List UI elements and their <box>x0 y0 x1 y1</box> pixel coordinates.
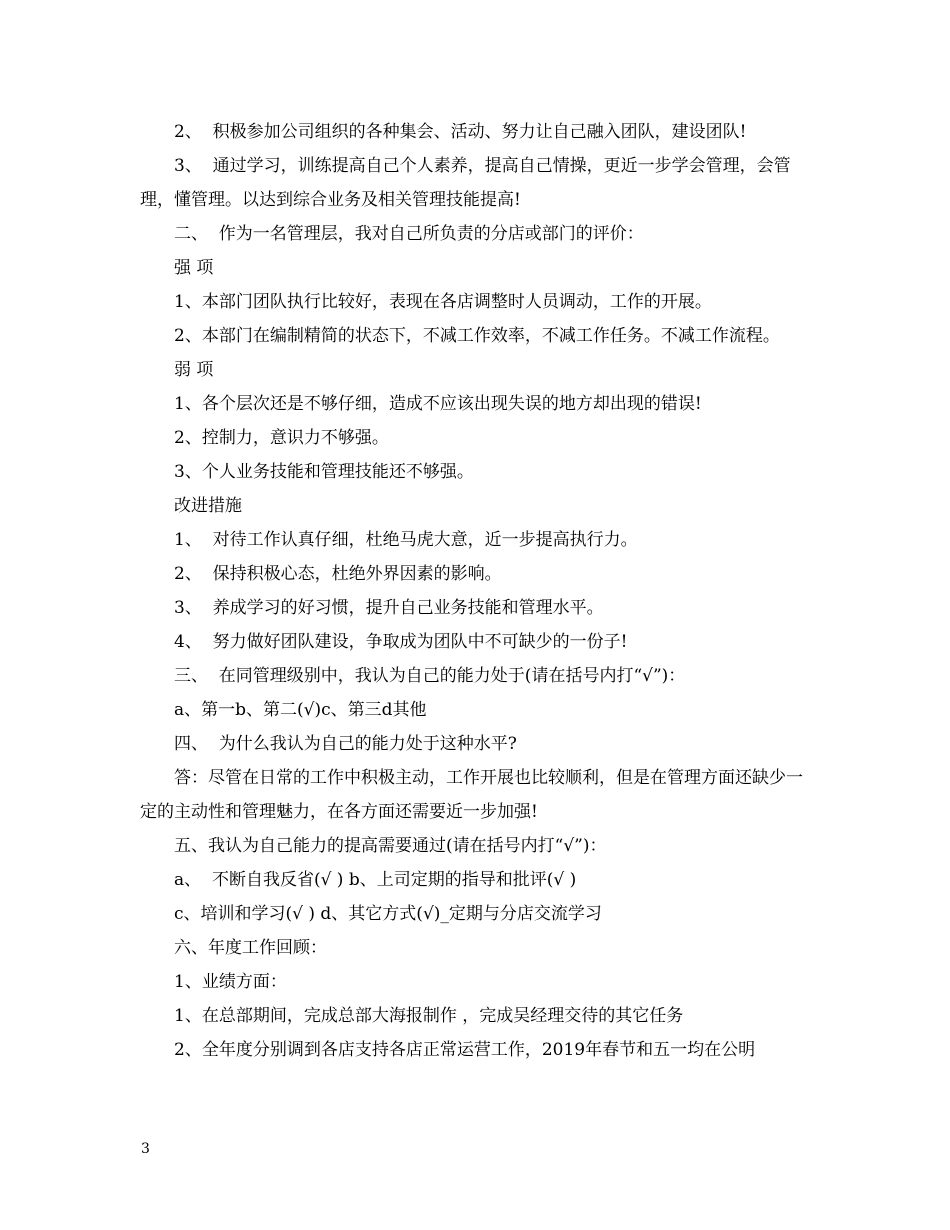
weaknesses-heading: 弱 项 <box>174 360 214 380</box>
improvement-heading: 改进措施 <box>174 496 242 516</box>
weakness-item-2: 2、控制力，意识力不够强。 <box>174 428 389 448</box>
section-heading-6: 六、年度工作回顾： <box>174 938 327 958</box>
improvement-method-options-2: c、培训和学习(√ ) d、其它方式(√)_定期与分店交流学习 <box>174 904 602 924</box>
strength-item-2: 2、本部门在编制精简的状态下，不减工作效率，不减工作任务。不减工作流程。 <box>174 326 780 346</box>
improvement-item-3: 3、 养成学习的好习惯，提升自己业务技能和管理水平。 <box>174 598 604 618</box>
paragraph-2: 3、 通过学习，训练提高自己个人素养，提高自己情操，更近一步学会管理，会管理，懂管理。以达到综合业务及相关管理技能提高! <box>140 156 791 210</box>
strength-item-1: 1、本部门团队执行比较好，表现在各店调整时人员调动，工作的开展。 <box>174 292 712 312</box>
improvement-item-1: 1、 对待工作认真仔细，杜绝马虎大意，近一步提高执行力。 <box>174 530 638 550</box>
section-heading-5: 五、我认为自己能力的提高需要通过(请在括号内打“√”)： <box>174 836 607 856</box>
improvement-method-options-1: a、 不断自我反省(√ ) b、上司定期的指导和批评(√ ) <box>174 870 577 890</box>
section-heading-2: 二、 作为一名管理层，我对自己所负责的分店或部门的评价： <box>174 224 644 244</box>
document-body <box>140 115 812 1067</box>
improvement-item-2: 2、 保持积极心态，杜绝外界因素的影响。 <box>174 564 502 584</box>
paragraph-1: 2、 积极参加公司组织的各种集会、活动、努力让自己融入团队，建设团队! <box>174 122 747 142</box>
strengths-heading: 强 项 <box>174 258 214 278</box>
section-heading-4: 四、 为什么我认为自己的能力处于这种水平? <box>174 734 517 754</box>
page-number: 3 <box>141 1141 150 1157</box>
section-heading-3: 三、 在同管理级别中，我认为自己的能力处于(请在括号内打“√”)： <box>174 666 686 686</box>
improvement-item-4: 4、 努力做好团队建设，争取成为团队中不可缺少的一份子! <box>174 632 628 652</box>
weakness-item-1: 1、各个层次还是不够仔细，造成不应该出现失误的地方却出现的错误! <box>174 394 702 414</box>
weakness-item-3: 3、个人业务技能和管理技能还不够强。 <box>174 462 474 482</box>
answer-paragraph: 答：尽管在日常的工作中积极主动，工作开展也比较顺利，但是在管理方面还缺少一定的主动性和管理魅力，在各方面还需要近一步加强! <box>140 768 803 822</box>
ability-level-options: a、第一b、第二(√)c、第三d其他 <box>174 700 427 720</box>
review-item-2: 2、全年度分别调到各店支持各店正常运营工作，2019年春节和五一均在公明 <box>174 1040 756 1060</box>
performance-heading: 1、业绩方面： <box>174 972 287 992</box>
review-item-1: 1、在总部期间，完成总部大海报制作 ，完成吴经理交待的其它任务 <box>174 1006 684 1026</box>
